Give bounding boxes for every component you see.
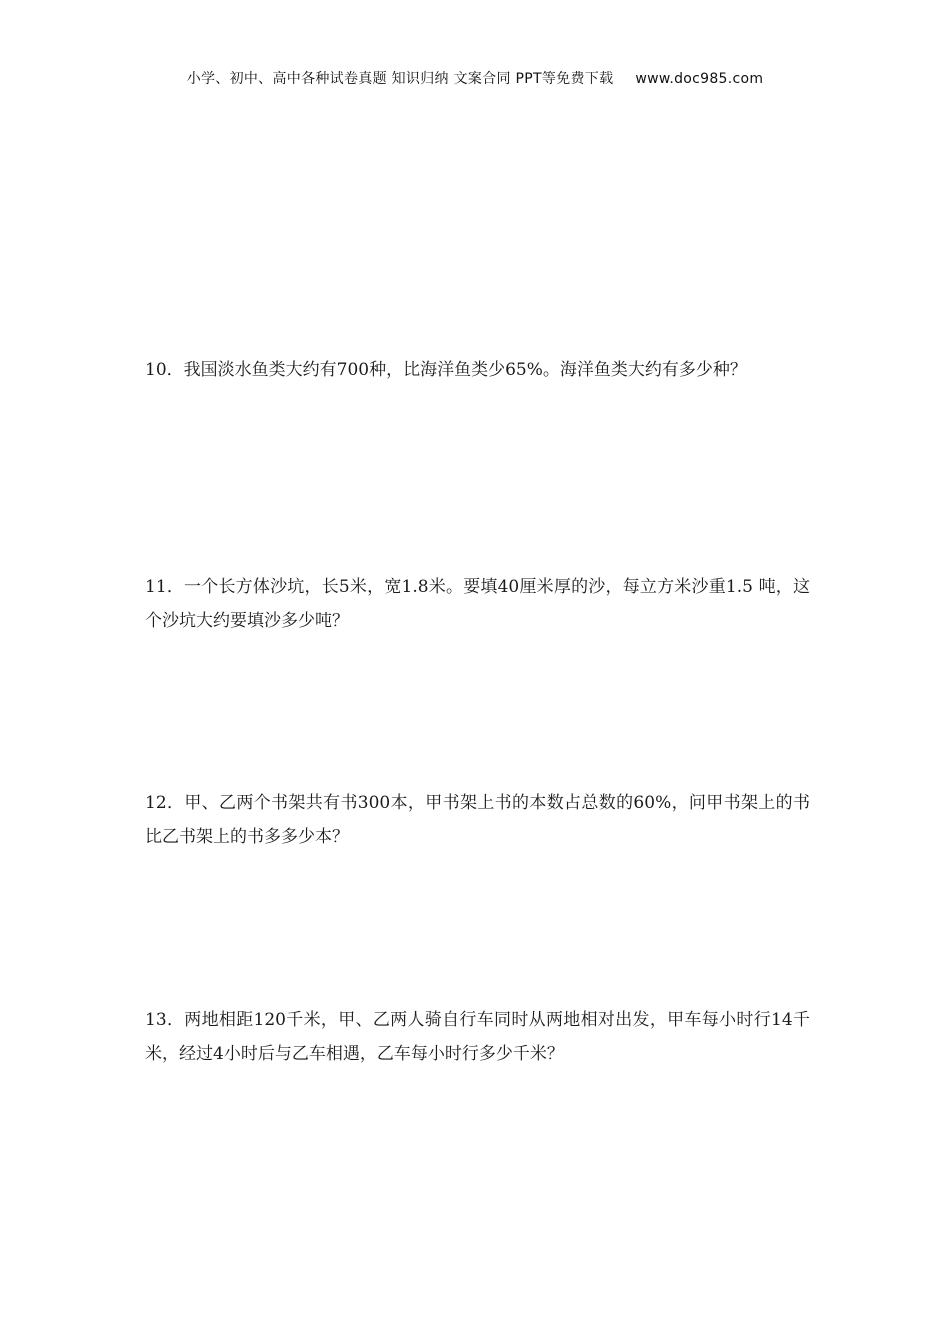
header-text: 小学、初中、高中各种试卷真题 知识归纳 文案合同 PPT等免费下载 bbox=[186, 71, 614, 87]
question-12: 12．甲、乙两个书架共有书300本，甲书架上书的本数占总数的60%，问甲书架上的书比乙书架上的书多多少本？ bbox=[145, 793, 810, 847]
question-10: 10．我国淡水鱼类大约有700种，比海洋鱼类少65%。海洋鱼类大约有多少种？ bbox=[145, 360, 747, 380]
page-header bbox=[0, 68, 950, 88]
question-13: 13．两地相距120千米，甲、乙两人骑自行车同时从两地相对出发，甲车每小时行14千米，经过4小时后与乙车相遇，乙车每小时行多少千米？ bbox=[145, 1010, 810, 1064]
question-11: 11．一个长方体沙坑，长5米，宽1.8米。要填40厘米厚的沙，每立方米沙重1.5 吨，这个沙坑大约要填沙多少吨？ bbox=[145, 577, 810, 631]
header-site-link[interactable]: www.doc985.com bbox=[635, 71, 764, 87]
